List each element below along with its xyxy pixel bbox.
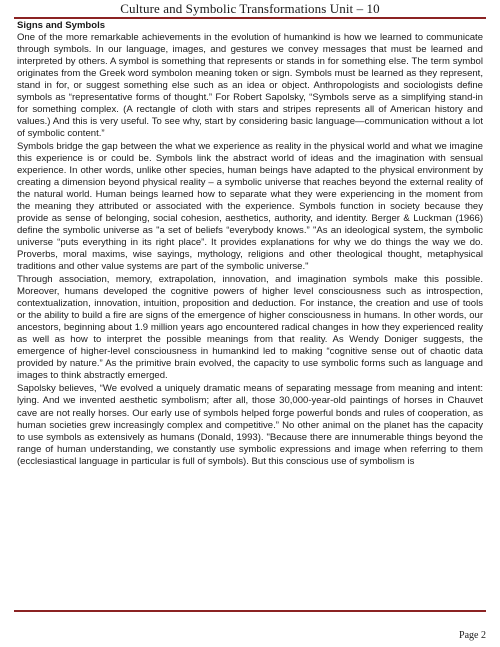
section-heading: Signs and Symbols (17, 20, 106, 31)
footer-rule (14, 610, 486, 612)
paragraph-3: Through association, memory, extrapolation, innovation, and imagination symbols make this possible. Moreover, humans developed the cognitive powers of higher level consciousness such as introspection, contextualization, innovation, intuition, proposition and deduction. For instance, the creation and use of tools or the ability to build a fire are signs of the emergence of higher consciousness in humans. In other words, our ancestors, beginning about 1.9 million years ago encountered radical changes in how they experienced reality as well as how to interpret the possible meanings from that reality. As Wendy Doniger suggests, the emergence of higher-level consciousness in humankind led to making “cognitive sense out of chaotic data provided by nature.” As the primitive brain evolved, the capacity to use symbolic forms such as language and images to think abstractly emerged. (17, 274, 483, 382)
document-body (17, 20, 483, 605)
header-rule (14, 17, 486, 19)
page-header: Culture and Symbolic Transformations Unit – 10 (120, 1, 380, 16)
paragraph-4: Sapolsky believes, “We evolved a uniquely dramatic means of separating message from meaning and intent: lying. And we invented aesthetic symbolism; after all, those 30,000-year-old paintings of horses in Chauvet cave are not really horses. Our early use of symbols helped forge powerful bonds and rules of cooperation, as human societies grew increasingly complex and competitive.” No other animal on the planet has the capacity to use symbols as extensively as humans (Donald, 1993). "Because there are innumerable things beyond the range of human understanding, we constantly use symbolic expressions and image when referring to them (ecclesiastical language in particular is full of symbols). But this conscious use of symbolism is (17, 383, 483, 467)
page-number: Page 2 (459, 630, 486, 641)
paragraph-1: One of the more remarkable achievements in the evolution of humankind is how we learned to communicate through symbols. In our language, images, and gestures we convey messages that must be learned and interpreted by others. A symbol is something that represents or stands in for something else. The term symbol originates from the Greek word symbolon meaning token or sign. Symbols must be learned as they represent, stand in for, or suggest something else such as an idea or object. Anthropologists and sociologists define symbols as “representative forms of thought.” For Robert Sapolsky, “Symbols serve as a simplifying stand-in for something complex. (A rectangle of cloth with stars and stripes represents all of American history and values.) And this is very useful. To see why, start by considering basic language—communication without a lot of symbolic content.” (17, 32, 483, 140)
paragraph-2: Symbols bridge the gap between the what we experience as reality in the physical world and what we imagine this experience is or could be. Symbols link the abstract world of ideas and the imagination with sensual experience. In other words, unlike other species, human beings have adapted to the physical environment by creating a dimension beyond physical reality – a symbolic universe that reaches beyond the external reality of the natural world. Human beings learned how to separate what they were experiencing in the moment from the meaning they attributed or associated with the experience. Symbols function in society because they provide as sense of belonging, social cohesion, aesthetics, authority, and identity. Berger & Luckman (1966) define the symbolic universe as "a set of beliefs “everybody knows.” "As an ideological system, the symbolic universe “puts everything in its right place”. It provides explanations for why we do things the way we do. Proverbs, moral maxims, wise sayings, mythology, religions and other theological thought, metaphysical traditions and other value systems are part of the symbolic universe." (17, 141, 483, 273)
